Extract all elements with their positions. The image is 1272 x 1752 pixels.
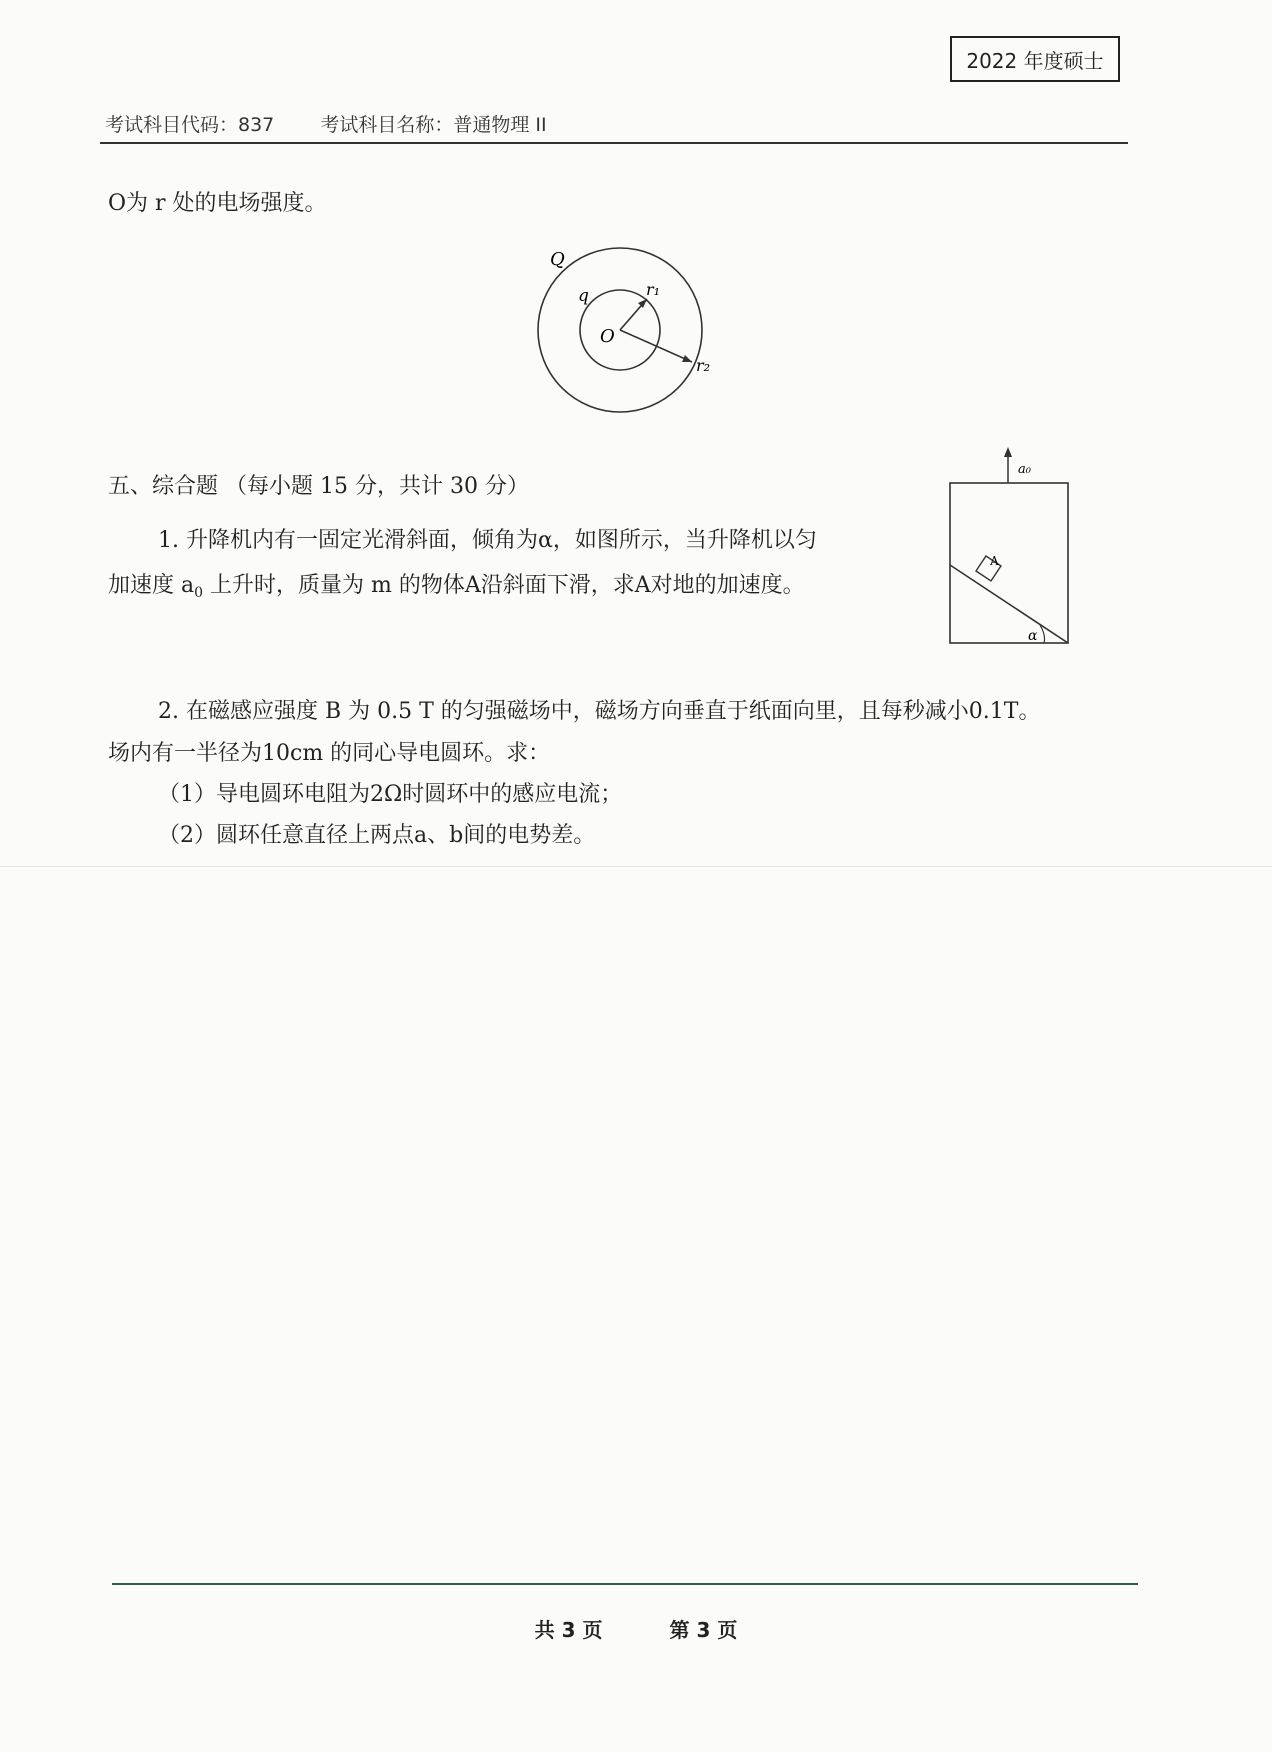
block-label: A [990, 554, 999, 568]
section5-title: 五、综合题 （每小题 15 分，共计 30 分） [108, 474, 529, 499]
q2-line1: 2. 在磁感应强度 B 为 0.5 T 的匀强磁场中，磁场方向垂直于纸面向里，且每秒减小0.1T。 [158, 699, 1041, 724]
q2-line2: 场内有一半径为10cm 的同心导电圆环。求： [108, 741, 551, 766]
angle-label: α [1028, 628, 1038, 644]
subject-code: 考试科目代码：837 [105, 114, 275, 136]
accel-label: a₀ [1018, 462, 1031, 477]
elevator-box [950, 483, 1068, 643]
continuation-text: O为 r 处的电场强度。 [108, 191, 327, 216]
r1-label: r₁ [646, 280, 661, 299]
exam-header [105, 110, 547, 137]
concentric-spheres-figure [520, 235, 720, 425]
current-page: 第 3 页 [669, 1618, 738, 1642]
q2-part2: （2）圆环任意直径上两点a、b间的电势差。 [158, 823, 596, 848]
q1-line2-a: 加速度 a [108, 573, 195, 598]
q1-line2-sub: 0 [194, 585, 204, 601]
q2-part1: （1）导电圆环电阻为2Ω时圆环中的感应电流； [158, 782, 623, 807]
q1-line2-b: 上升时，质量为 m 的物体A沿斜面下滑，求A对地的加速度。 [203, 573, 805, 598]
r2-label: r₂ [696, 356, 711, 375]
q1-line1: 1. 升降机内有一固定光滑斜面，倾角为α，如图所示，当升降机以匀 [158, 528, 817, 553]
q1-line2 [108, 572, 805, 607]
incline-surface [950, 565, 1068, 643]
footer-rule [112, 1583, 1138, 1585]
inner-charge-label: q [578, 286, 589, 306]
year-badge: 2022 年度硕士 [950, 36, 1120, 82]
r2-arrow [620, 330, 692, 362]
subject-name: 考试科目名称：普通物理 II [320, 114, 547, 136]
header-rule [100, 142, 1128, 144]
outer-charge-label: Q [550, 249, 565, 270]
total-pages: 共 3 页 [534, 1618, 603, 1642]
center-label: O [600, 326, 615, 347]
elevator-incline-figure [940, 445, 1080, 650]
paper-fold [0, 866, 1272, 867]
page-footer [0, 1614, 1272, 1643]
